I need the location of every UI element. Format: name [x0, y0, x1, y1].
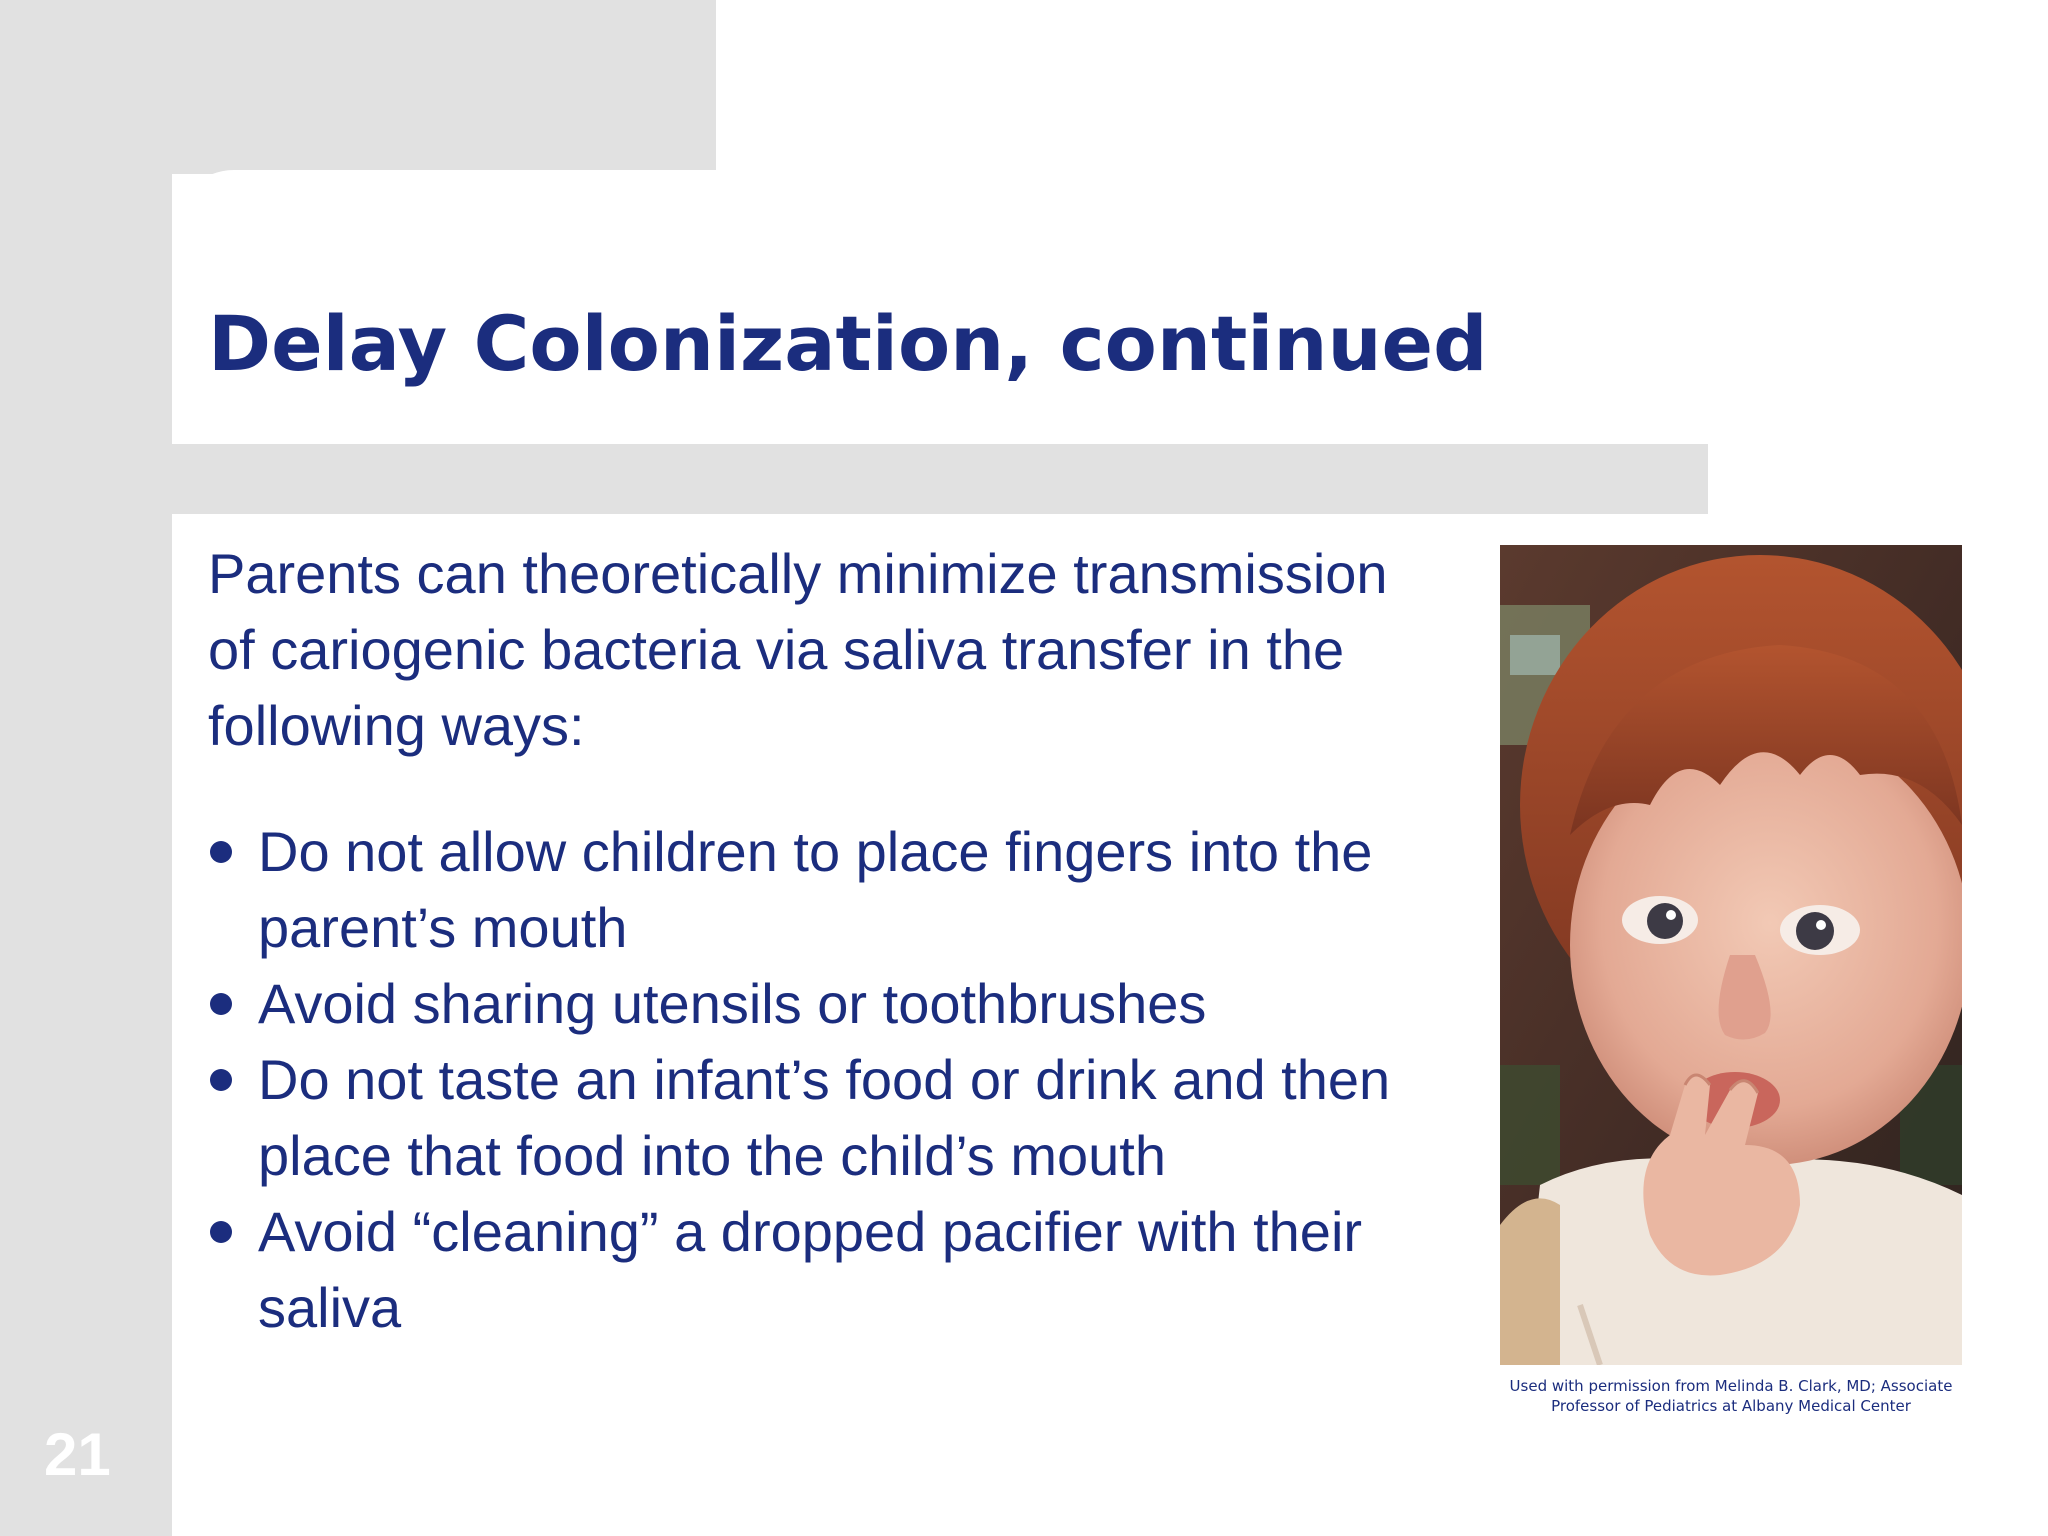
bullet-list — [208, 814, 1448, 1346]
page-number: 21 — [44, 1421, 111, 1488]
bullet-item — [208, 966, 1448, 1042]
bullet-text: Avoid “cleaning” a dropped pacifier with their saliva — [258, 1200, 1363, 1339]
bullet-text: Avoid sharing utensils or toothbrushes — [258, 972, 1207, 1035]
image-credit: Used with permission from Melinda B. Clark, MD; Associate Professor of Pediatrics at Albany Medical Center — [1509, 1377, 1953, 1415]
top-gray-block — [0, 0, 716, 174]
bullet-text: Do not taste an infant’s food or drink and then place that food into the child’s mouth — [258, 1048, 1391, 1187]
bullet-icon — [210, 1221, 232, 1243]
bullet-icon — [210, 993, 232, 1015]
bullet-icon — [210, 1069, 232, 1091]
bullet-text: Do not allow children to place fingers into the parent’s mouth — [258, 820, 1373, 959]
child-photo-illustration — [1500, 545, 1962, 1365]
slide-title: Delay Colonization, continued — [208, 299, 1488, 388]
child-photo — [1500, 545, 1962, 1365]
bullet-item — [208, 814, 1448, 966]
intro-paragraph: Parents can theoretically minimize transmission of cariogenic bacteria via saliva transfer in the following ways: — [208, 542, 1388, 757]
title-underline-band — [172, 444, 1708, 514]
left-gray-bar — [0, 0, 172, 1536]
bullet-item — [208, 1042, 1448, 1194]
bullet-icon — [210, 841, 232, 863]
bullet-item — [208, 1194, 1448, 1346]
slide-body — [208, 536, 1448, 1346]
